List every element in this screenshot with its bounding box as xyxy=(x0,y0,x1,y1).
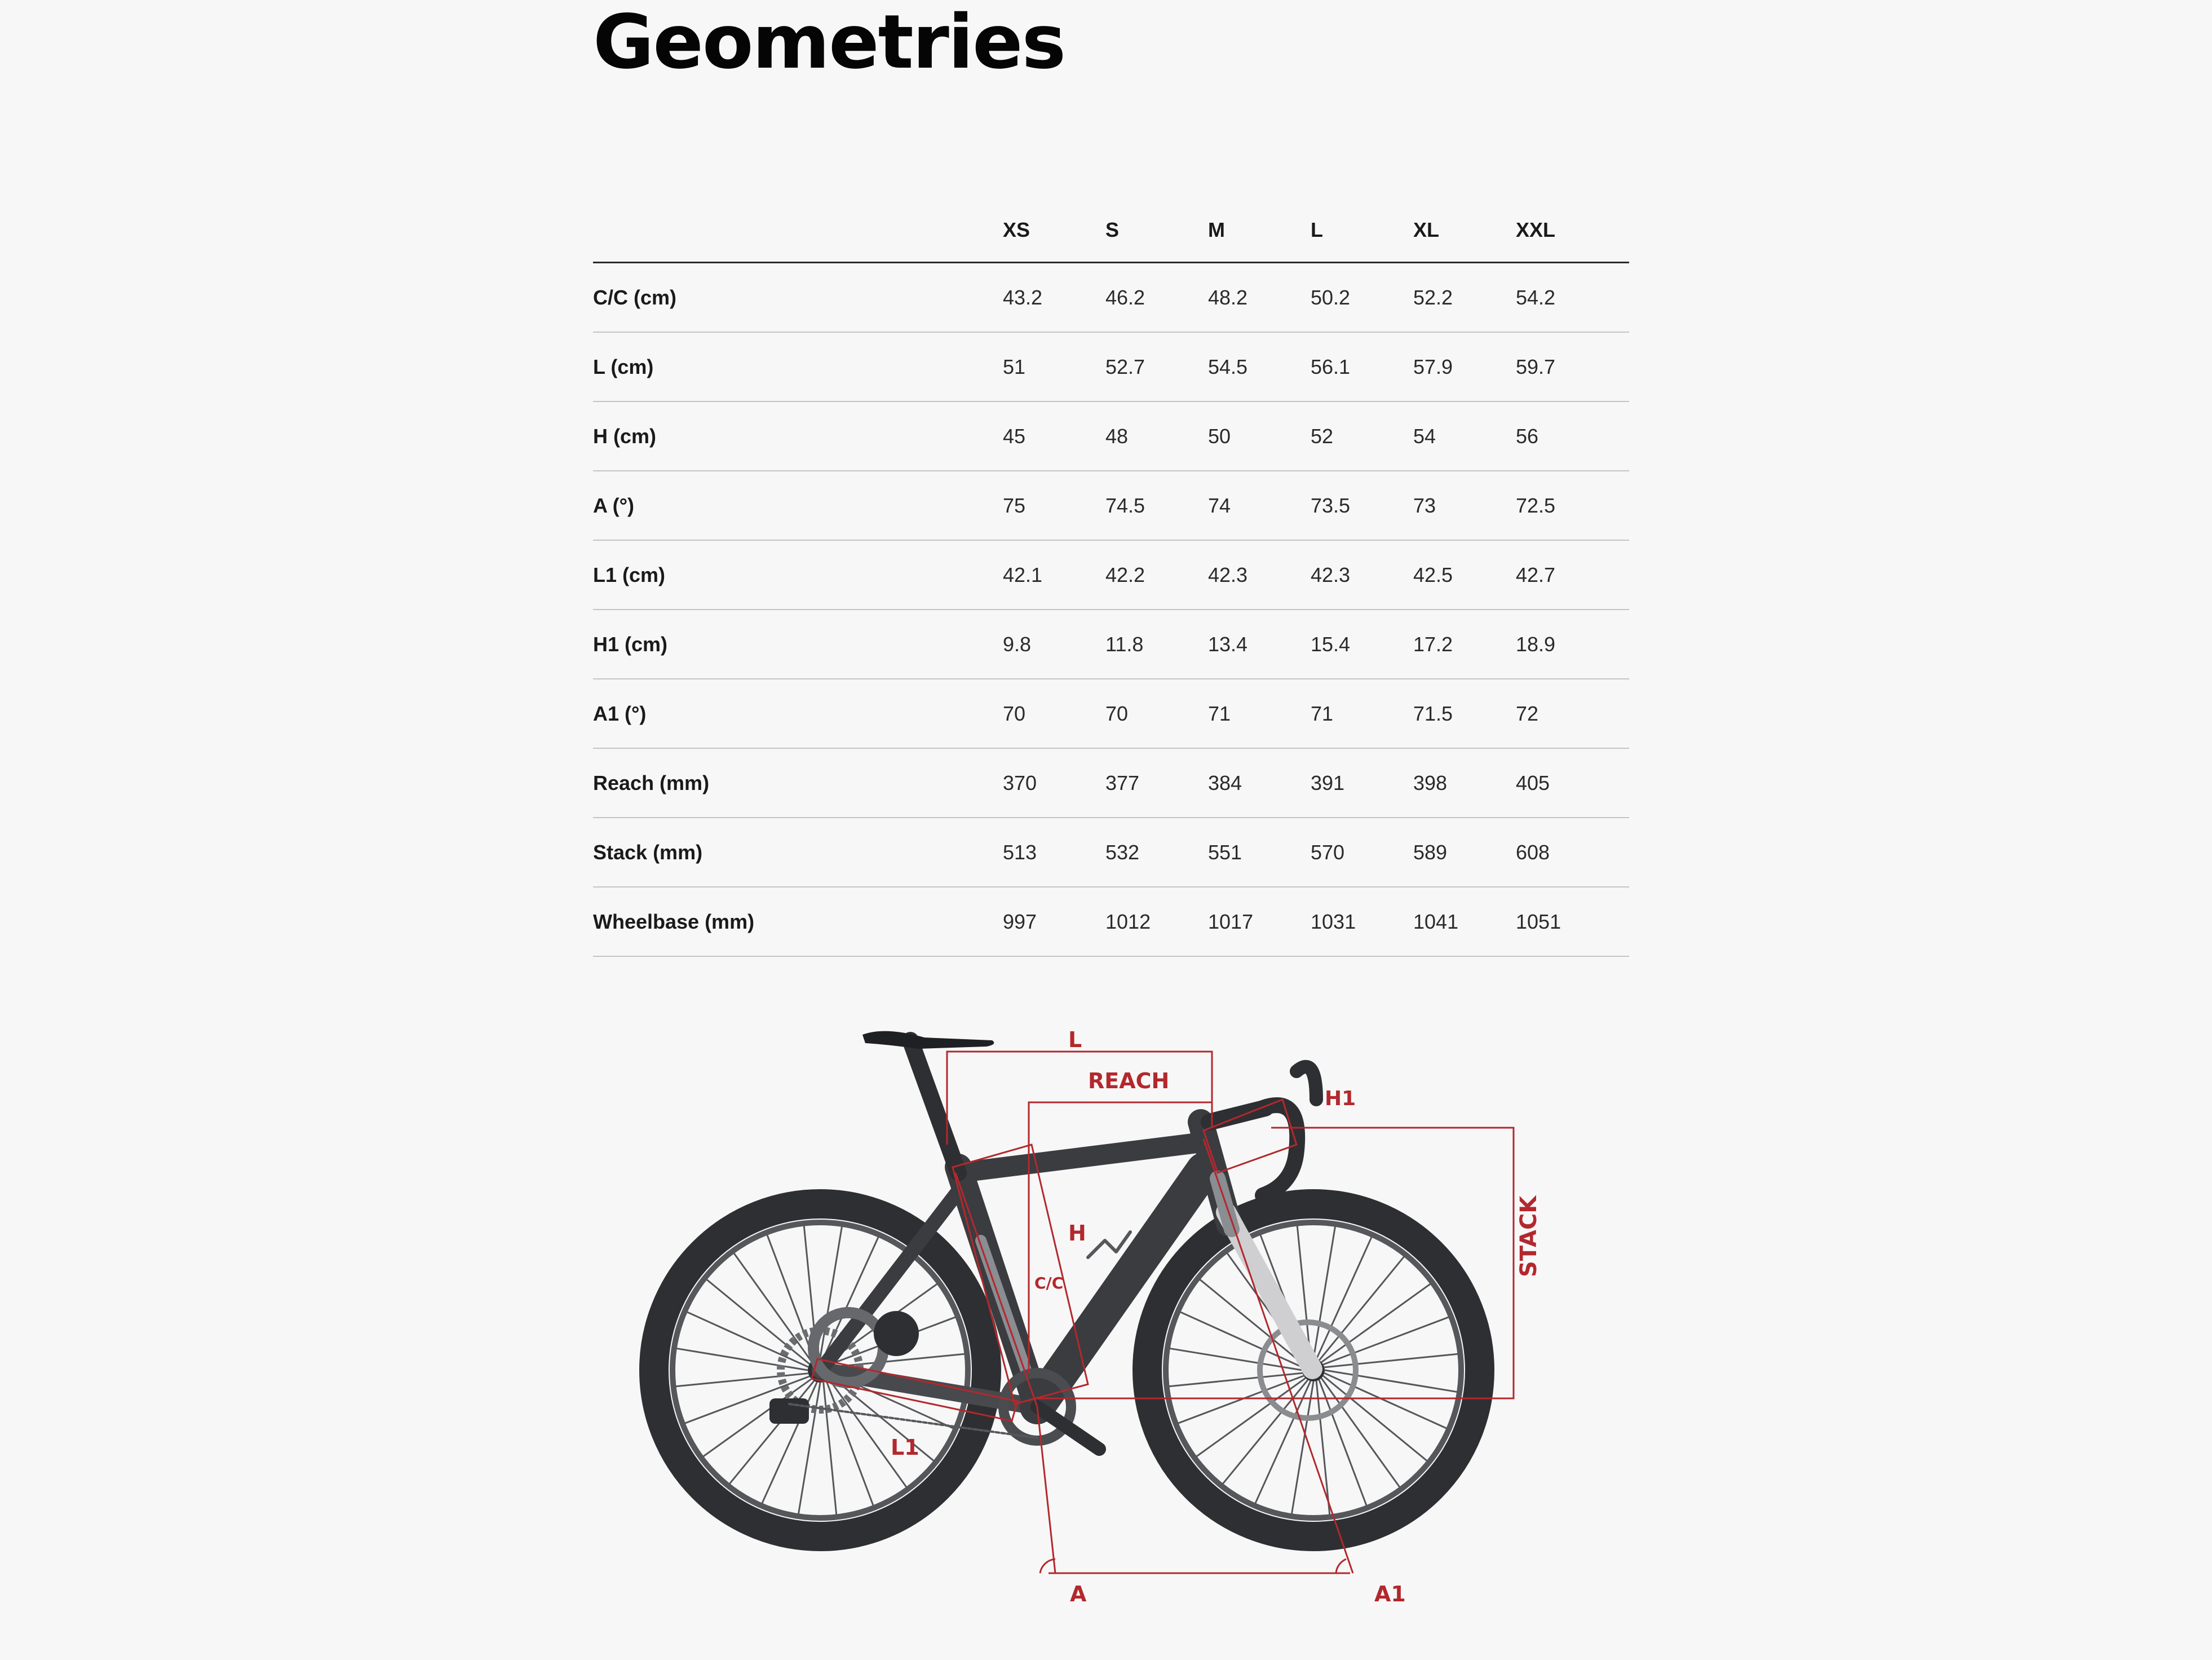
table-cell: 46.2 xyxy=(1105,263,1208,333)
row-label: Reach (mm) xyxy=(593,748,1003,818)
table-cell: 997 xyxy=(1003,887,1105,956)
table-cell: 18.9 xyxy=(1516,610,1629,679)
spoke xyxy=(1325,1370,1457,1392)
table-cell: 52 xyxy=(1311,401,1413,471)
size-header: L xyxy=(1311,198,1413,263)
table-cell: 74 xyxy=(1208,471,1311,540)
table-cell: 45 xyxy=(1003,401,1105,471)
row-label: H1 (cm) xyxy=(593,610,1003,679)
table-body xyxy=(593,263,1629,957)
label-stack: STACK xyxy=(1516,1195,1542,1277)
table-row xyxy=(593,748,1629,818)
table-cell: 1051 xyxy=(1516,887,1629,956)
table-cell: 54.2 xyxy=(1516,263,1629,333)
size-header: XL xyxy=(1413,198,1516,263)
table-cell: 608 xyxy=(1516,818,1629,887)
bike-geometry-diagram xyxy=(620,1009,1567,1618)
size-header: XS xyxy=(1003,198,1105,263)
spoke xyxy=(1255,1381,1311,1503)
table-cell: 370 xyxy=(1003,748,1105,818)
table-cell: 52.2 xyxy=(1413,263,1516,333)
table-cell: 42.5 xyxy=(1413,540,1516,610)
table-cell: 377 xyxy=(1105,748,1208,818)
table-row xyxy=(593,332,1629,401)
table-cell: 9.8 xyxy=(1003,610,1105,679)
spoke xyxy=(734,1253,812,1361)
table-cell: 1031 xyxy=(1311,887,1413,956)
bike-diagram-svg xyxy=(620,1009,1567,1618)
row-label: A (°) xyxy=(593,471,1003,540)
spoke xyxy=(706,1279,809,1364)
label-l: L xyxy=(1068,1027,1082,1052)
row-label: C/C (cm) xyxy=(593,263,1003,333)
table-row xyxy=(593,263,1629,333)
label-h: H xyxy=(1068,1221,1086,1246)
label-a1: A1 xyxy=(1374,1582,1406,1606)
label-cc: C/C xyxy=(1034,1274,1064,1292)
table-cell: 532 xyxy=(1105,818,1208,887)
table-header-row xyxy=(593,198,1629,263)
table-cell: 73.5 xyxy=(1311,471,1413,540)
table-cell: 398 xyxy=(1413,748,1516,818)
table-cell: 54 xyxy=(1413,401,1516,471)
table-cell: 570 xyxy=(1311,818,1413,887)
label-l1: L1 xyxy=(891,1435,919,1460)
table-row xyxy=(593,540,1629,610)
row-label: L (cm) xyxy=(593,332,1003,401)
row-label: A1 (°) xyxy=(593,679,1003,748)
size-header: XXL xyxy=(1516,198,1629,263)
table-cell: 15.4 xyxy=(1311,610,1413,679)
spoke xyxy=(829,1379,907,1487)
table-cell: 13.4 xyxy=(1208,610,1311,679)
table-cell: 52.7 xyxy=(1105,332,1208,401)
table-cell: 56.1 xyxy=(1311,332,1413,401)
table-cell: 1012 xyxy=(1105,887,1208,956)
label-reach: REACH xyxy=(1088,1069,1170,1093)
table-cell: 50.2 xyxy=(1311,263,1413,333)
table-cell: 71 xyxy=(1208,679,1311,748)
table-cell: 50 xyxy=(1208,401,1311,471)
spoke xyxy=(676,1348,808,1370)
table-cell: 1017 xyxy=(1208,887,1311,956)
table-cell: 72.5 xyxy=(1516,471,1629,540)
table-cell: 73 xyxy=(1413,471,1516,540)
spoke xyxy=(1323,1376,1427,1461)
table-cell: 74.5 xyxy=(1105,471,1208,540)
table-cell: 48.2 xyxy=(1208,263,1311,333)
row-label: L1 (cm) xyxy=(593,540,1003,610)
table-cell: 75 xyxy=(1003,471,1105,540)
table-cell: 71.5 xyxy=(1413,679,1516,748)
label-h1: H1 xyxy=(1325,1087,1356,1110)
table-cell: 589 xyxy=(1413,818,1516,887)
table-cell: 57.9 xyxy=(1413,332,1516,401)
spoke xyxy=(1321,1284,1431,1362)
table-cell: 11.8 xyxy=(1105,610,1208,679)
page-title: Geometries xyxy=(593,0,1065,86)
header-empty-cell xyxy=(593,198,1003,263)
table-cell: 70 xyxy=(1003,679,1105,748)
spoke xyxy=(1313,1226,1335,1359)
table-cell: 384 xyxy=(1208,748,1311,818)
table-cell: 391 xyxy=(1311,748,1413,818)
size-header: S xyxy=(1105,198,1208,263)
label-a: A xyxy=(1070,1582,1087,1606)
table-cell: 513 xyxy=(1003,818,1105,887)
size-header: M xyxy=(1208,198,1311,263)
table-cell: 51 xyxy=(1003,332,1105,401)
row-label: Wheelbase (mm) xyxy=(593,887,1003,956)
table-cell: 42.7 xyxy=(1516,540,1629,610)
table-row xyxy=(593,887,1629,956)
row-label: H (cm) xyxy=(593,401,1003,471)
geometry-table xyxy=(593,198,1629,957)
spoke xyxy=(1321,1378,1400,1487)
table-row xyxy=(593,401,1629,471)
table-cell: 72 xyxy=(1516,679,1629,748)
table-cell: 70 xyxy=(1105,679,1208,748)
table-cell: 42.3 xyxy=(1208,540,1311,610)
table-cell: 71 xyxy=(1311,679,1413,748)
table-cell: 17.2 xyxy=(1413,610,1516,679)
table-cell: 56 xyxy=(1516,401,1629,471)
table-cell: 1041 xyxy=(1413,887,1516,956)
spoke xyxy=(1319,1256,1404,1360)
table-row xyxy=(593,679,1629,748)
table-row xyxy=(593,471,1629,540)
table-cell: 42.1 xyxy=(1003,540,1105,610)
table-row xyxy=(593,610,1629,679)
table-cell: 405 xyxy=(1516,748,1629,818)
table-cell: 48 xyxy=(1105,401,1208,471)
row-label: Stack (mm) xyxy=(593,818,1003,887)
table-cell: 551 xyxy=(1208,818,1311,887)
table-cell: 59.7 xyxy=(1516,332,1629,401)
table-cell: 42.2 xyxy=(1105,540,1208,610)
spoke xyxy=(729,1381,814,1484)
table-cell: 54.5 xyxy=(1208,332,1311,401)
table-cell: 43.2 xyxy=(1003,263,1105,333)
table-row xyxy=(593,818,1629,887)
table-cell: 42.3 xyxy=(1311,540,1413,610)
